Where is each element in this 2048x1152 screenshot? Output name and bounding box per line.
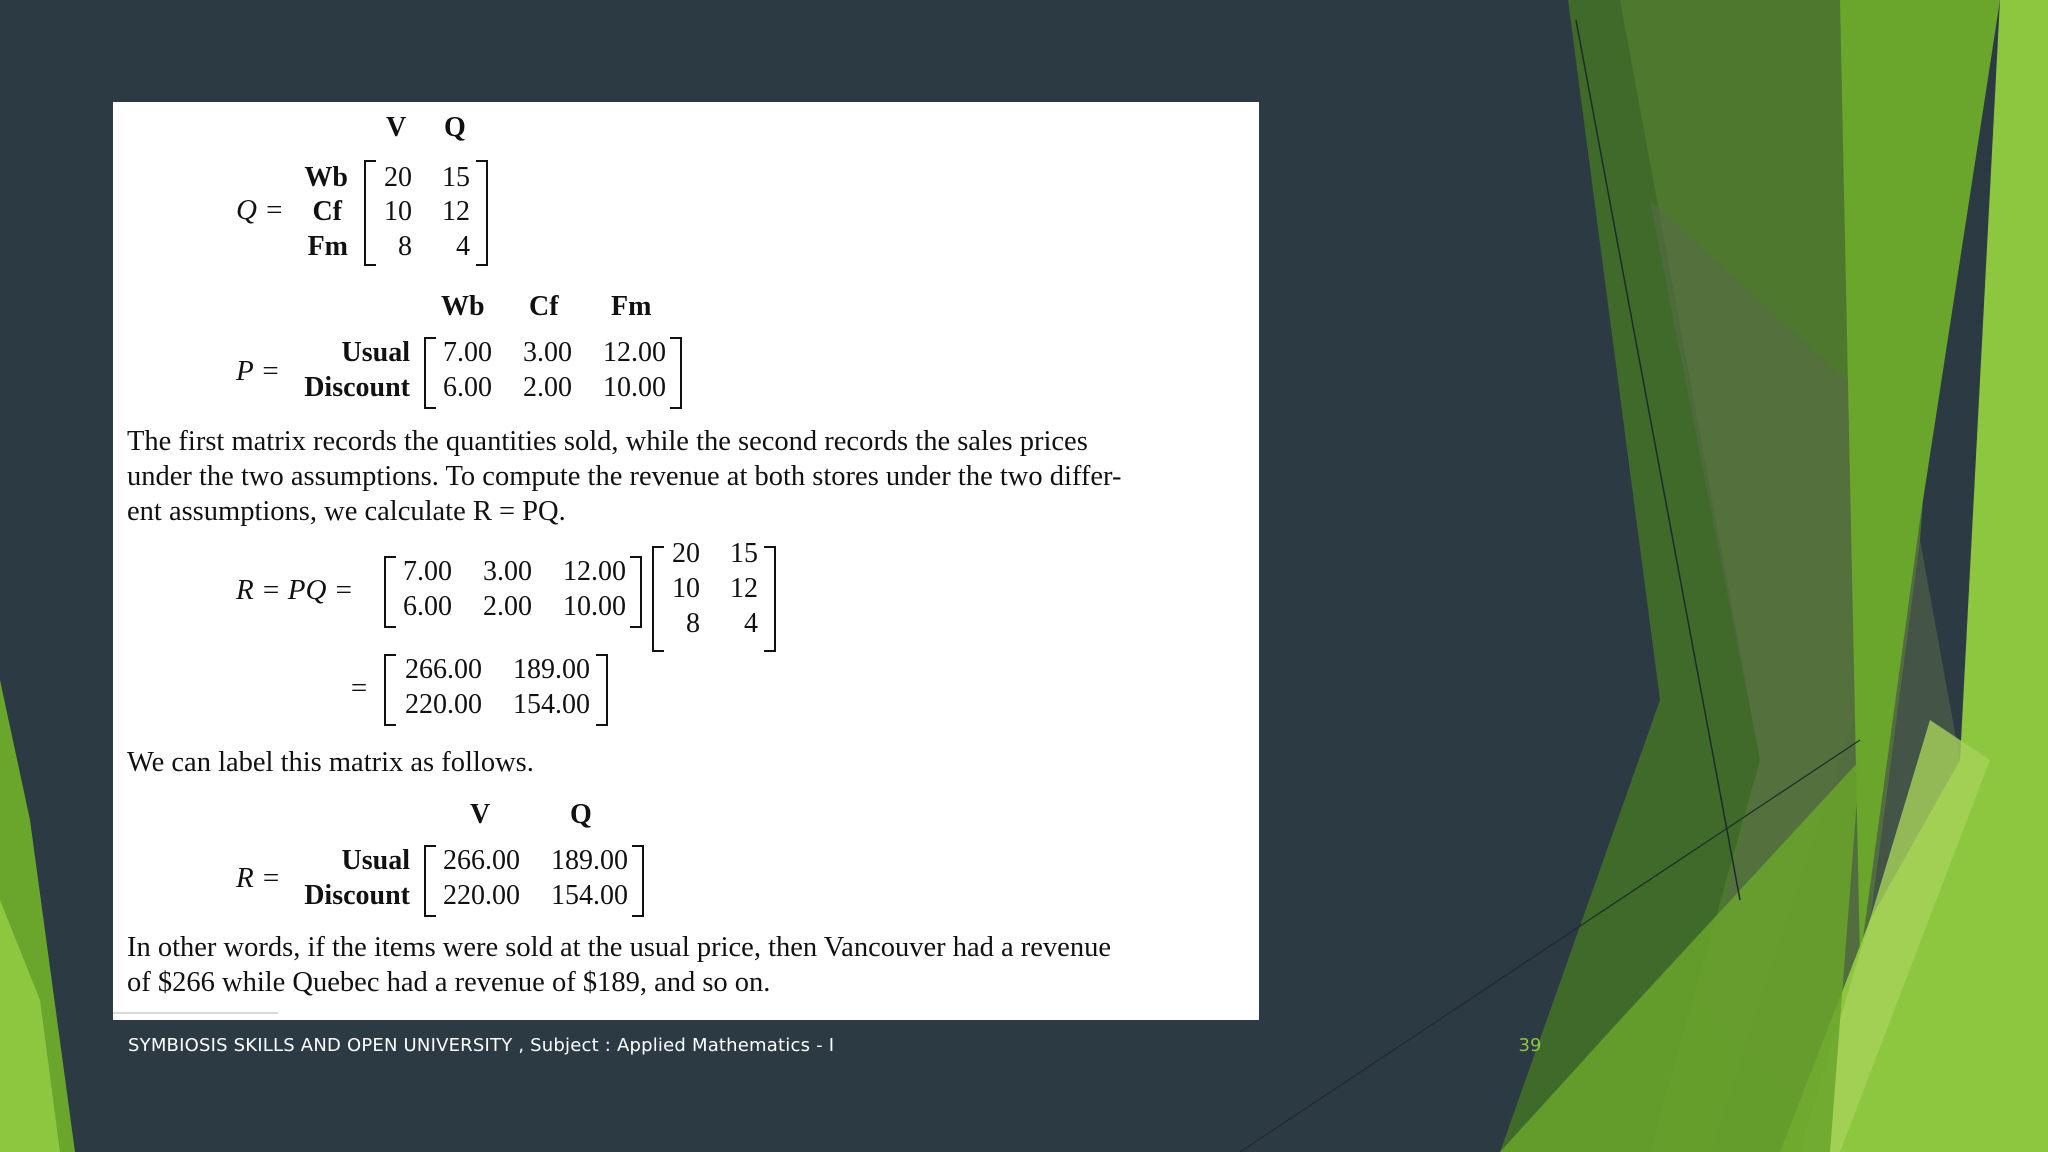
doc-underline <box>113 1012 278 1014</box>
product-left-bracket-close <box>630 556 642 628</box>
q-cell: 20 <box>384 162 412 193</box>
r-lhs: R = <box>236 862 281 894</box>
q-cell: 8 <box>398 231 412 262</box>
product-right-bracket-close <box>764 546 776 652</box>
product-right-cell: 4 <box>744 608 758 639</box>
p-lhs: P = <box>236 355 281 387</box>
p-cell: 12.00 <box>603 337 666 368</box>
p-cell: 7.00 <box>443 337 492 368</box>
product-left-cell: 10.00 <box>563 591 626 622</box>
p-cell: 3.00 <box>523 337 572 368</box>
product-left-cell: 6.00 <box>403 591 452 622</box>
r-cell: 154.00 <box>551 880 628 911</box>
p-col-header-cf: Cf <box>529 291 559 322</box>
product-right-cell: 15 <box>730 538 758 569</box>
q-lhs: Q = <box>236 194 284 226</box>
paragraph-2: We can label this matrix as follows. <box>127 747 534 778</box>
result-cell: 220.00 <box>405 689 482 720</box>
p-cell: 10.00 <box>603 372 666 403</box>
result-bracket-close <box>596 654 608 726</box>
r-cell: 266.00 <box>443 845 520 876</box>
p-cell: 6.00 <box>443 372 492 403</box>
result-equals: = <box>349 672 369 704</box>
q-row-label-cf: Cf <box>312 196 342 227</box>
product-right-cell: 8 <box>686 608 700 639</box>
r-bracket-right <box>632 845 644 917</box>
r-col-header-q: Q <box>570 799 592 830</box>
product-left-cell: 2.00 <box>483 591 532 622</box>
product-left-cell: 12.00 <box>563 556 626 587</box>
product-right-cell: 12 <box>730 573 758 604</box>
p-row-label-usual: Usual <box>341 337 410 368</box>
r-row-label-discount: Discount <box>304 880 410 911</box>
paragraph-1-line: ent assumptions, we calculate R = PQ. <box>127 496 566 527</box>
q-col-header-v: V <box>386 112 407 143</box>
product-right-cell: 10 <box>672 573 700 604</box>
paragraph-1-line: The first matrix records the quantities sold, while the second records the sales prices <box>127 426 1088 457</box>
q-bracket-right <box>476 160 488 266</box>
product-left-cell: 3.00 <box>483 556 532 587</box>
product-left-cell: 7.00 <box>403 556 452 587</box>
q-row-label-wb: Wb <box>304 162 348 193</box>
slide-page-number: 39 <box>1518 1035 1542 1056</box>
r-col-header-v: V <box>470 799 491 830</box>
q-cell: 4 <box>456 231 470 262</box>
product-lhs: R = PQ = <box>236 574 354 606</box>
q-col-header-q: Q <box>444 112 466 143</box>
r-row-label-usual: Usual <box>341 845 410 876</box>
result-cell: 154.00 <box>513 689 590 720</box>
q-row-label-fm: Fm <box>307 231 348 262</box>
result-cell: 189.00 <box>513 654 590 685</box>
r-cell: 189.00 <box>551 845 628 876</box>
q-cell: 12 <box>442 196 470 227</box>
product-right-cell: 20 <box>672 538 700 569</box>
paragraph-3-line: In other words, if the items were sold at the usual price, then Vancouver had a revenue <box>127 932 1111 963</box>
p-row-label-discount: Discount <box>304 372 410 403</box>
result-cell: 266.00 <box>405 654 482 685</box>
p-col-header-fm: Fm <box>611 291 652 322</box>
p-col-header-wb: Wb <box>441 291 485 322</box>
paragraph-1-line: under the two assumptions. To compute the revenue at both stores under the two differ- <box>127 461 1122 492</box>
p-bracket-right <box>670 337 682 409</box>
r-cell: 220.00 <box>443 880 520 911</box>
q-cell: 15 <box>442 162 470 193</box>
slide-footer: SYMBIOSIS SKILLS AND OPEN UNIVERSITY , Subject : Applied Mathematics - I <box>128 1035 835 1056</box>
paragraph-3-line: of $266 while Quebec had a revenue of $189, and so on. <box>127 967 771 998</box>
p-cell: 2.00 <box>523 372 572 403</box>
q-cell: 10 <box>384 196 412 227</box>
